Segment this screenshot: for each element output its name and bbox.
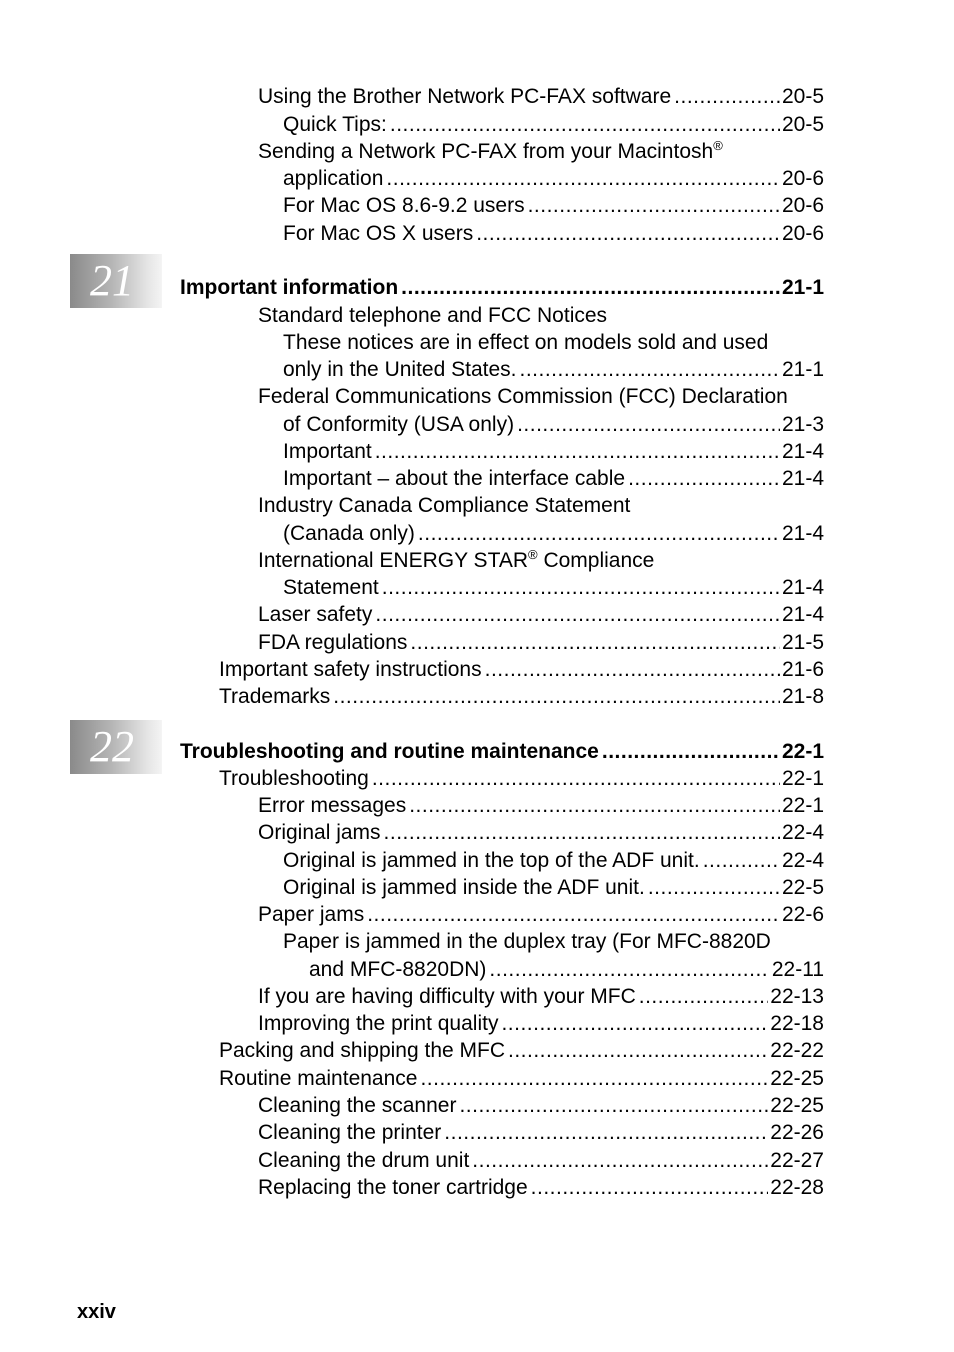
toc-entry[interactable] (258, 302, 824, 329)
toc-entry-label: Original is jammed inside the ADF unit. (283, 876, 645, 899)
leader-dots (602, 738, 780, 765)
toc-entry-label: Troubleshooting and routine maintenance (180, 740, 599, 763)
toc-entry-page: 22-25 (770, 1067, 824, 1090)
toc-entry-page: 22-28 (770, 1176, 824, 1199)
toc-entry[interactable] (219, 765, 824, 792)
toc-entry[interactable] (283, 411, 824, 438)
leader-dots (501, 1010, 768, 1037)
toc-entry-label: Error messages (258, 794, 407, 817)
toc-entry[interactable] (258, 1174, 824, 1201)
toc-entry[interactable] (283, 192, 824, 219)
toc-entry[interactable] (283, 574, 824, 601)
toc-entry[interactable] (283, 874, 824, 901)
toc-chapter-entry[interactable] (180, 738, 824, 765)
toc-entry[interactable] (258, 1010, 824, 1037)
leader-dots (375, 438, 780, 465)
toc-entry[interactable] (258, 1119, 824, 1146)
toc-entry-page: 21-3 (781, 413, 824, 436)
leader-dots (390, 111, 780, 138)
leader-dots (648, 874, 780, 901)
toc-entry-label: Important safety instructions (219, 658, 482, 681)
toc-entry[interactable] (283, 329, 824, 356)
toc-entry[interactable] (283, 465, 824, 492)
leader-dots (375, 601, 780, 628)
toc-entry-page: 21-4 (781, 440, 824, 463)
toc-entry-label: (Canada only) (283, 522, 415, 545)
chapter-number: 21 (90, 256, 134, 305)
leader-dots (639, 983, 769, 1010)
toc-entry-page: 20-5 (781, 113, 824, 136)
leader-dots (528, 192, 780, 219)
toc-entry-page: 22-27 (770, 1149, 824, 1172)
toc-entry-page: 22-22 (770, 1039, 824, 1062)
leader-dots (508, 1037, 768, 1064)
toc-entry-page: 22-11 (771, 958, 824, 981)
toc-entry[interactable] (283, 111, 824, 138)
leader-dots (459, 1092, 768, 1119)
leader-dots (420, 1065, 768, 1092)
leader-dots (401, 274, 780, 301)
toc-entry-label: Standard telephone and FCC Notices (258, 304, 608, 327)
toc-entry-page: 21-8 (781, 685, 824, 708)
toc-entry-label: International ENERGY STAR® Compliance (258, 547, 655, 572)
toc-entry-page: 20-6 (781, 194, 824, 217)
toc-entry[interactable] (219, 683, 824, 710)
toc-entry-page: 22-1 (781, 740, 824, 763)
leader-dots (444, 1119, 768, 1146)
toc-entry-page: 20-6 (781, 167, 824, 190)
toc-entry-label: Industry Canada Compliance Statement (258, 494, 631, 517)
toc-entry[interactable] (258, 983, 824, 1010)
toc-entry-page: 21-1 (781, 276, 824, 299)
toc-entry-label: only in the United States. (283, 358, 517, 381)
toc-entry[interactable] (283, 928, 824, 955)
chapter-tab-21 (70, 254, 162, 308)
toc-entry-label: Original is jammed in the top of the ADF unit. (283, 849, 700, 872)
toc-entry-label: Replacing the toner cartridge (258, 1176, 528, 1199)
toc-chapter-entry[interactable] (180, 274, 824, 301)
leader-dots (531, 1174, 769, 1201)
toc-entry[interactable] (283, 165, 824, 192)
toc-entry-label: Paper is jammed in the duplex tray (For MFC-8820D (283, 930, 771, 953)
toc-entry[interactable] (258, 601, 824, 628)
toc-entry-label: Statement (283, 576, 379, 599)
leader-dots (628, 465, 780, 492)
toc-entry-label: Paper jams (258, 903, 365, 926)
toc-entry[interactable] (258, 792, 824, 819)
leader-dots (410, 629, 780, 656)
toc-entry-page: 22-5 (781, 876, 824, 899)
toc-entry-label: and MFC-8820DN) (309, 958, 487, 981)
toc-entry-label: of Conformity (USA only) (283, 413, 515, 436)
toc-entry-page: 22-18 (770, 1012, 824, 1035)
toc-entry-label: Important (283, 440, 372, 463)
toc-entry-label: Cleaning the scanner (258, 1094, 457, 1117)
toc-entry[interactable] (258, 629, 824, 656)
toc-entry-page: 22-4 (781, 821, 824, 844)
toc-entry-label: For Mac OS 8.6-9.2 users (283, 194, 525, 217)
toc-entry-label: Troubleshooting (219, 767, 369, 790)
toc-entry-page: 22-1 (781, 794, 824, 817)
toc-entry-label: Federal Communications Commission (FCC) Declaration (258, 385, 788, 408)
toc-entry-page: 21-1 (781, 358, 824, 381)
toc-entry-label: If you are having difficulty with your MFC (258, 985, 636, 1008)
leader-dots (485, 656, 780, 683)
toc-entry-label: Important information (180, 276, 399, 299)
toc-entry-label: Trademarks (219, 685, 331, 708)
toc-entry-page: 21-5 (781, 631, 824, 654)
toc-entry[interactable] (258, 83, 824, 110)
toc-entry[interactable] (219, 1065, 824, 1092)
leader-dots (333, 683, 780, 710)
leader-dots (418, 520, 780, 547)
toc-entry-label: These notices are in effect on models sold and used (283, 331, 769, 354)
toc-entry[interactable] (309, 956, 824, 983)
toc-entry[interactable] (258, 138, 824, 165)
leader-dots (367, 901, 780, 928)
registered-mark: ® (713, 138, 723, 153)
leader-dots (476, 220, 780, 247)
page-number: xxiv (77, 1301, 116, 1323)
toc-entry[interactable] (258, 547, 824, 574)
toc-entry-page: 21-4 (781, 522, 824, 545)
leader-dots (384, 819, 780, 846)
toc-entry-label: application (283, 167, 384, 190)
toc-entry-label: Using the Brother Network PC-FAX software (258, 85, 672, 108)
toc-entry-label: Cleaning the printer (258, 1121, 442, 1144)
registered-mark: ® (528, 547, 538, 562)
toc-entry-label: Improving the print quality (258, 1012, 499, 1035)
leader-dots (674, 83, 780, 110)
toc-entry-page: 22-4 (781, 849, 824, 872)
chapter-tab-22 (70, 720, 162, 774)
toc-entry[interactable] (283, 438, 824, 465)
toc-entry-label: Packing and shipping the MFC (219, 1039, 505, 1062)
toc-entry-label: Sending a Network PC-FAX from your Macintosh® (258, 138, 723, 163)
toc-entry-page: 20-5 (781, 85, 824, 108)
toc-entry-page: 20-6 (781, 222, 824, 245)
toc-entry-page: 21-4 (781, 603, 824, 626)
toc-entry-page: 21-6 (781, 658, 824, 681)
toc-entry-label: For Mac OS X users (283, 222, 474, 245)
toc-entry-label: FDA regulations (258, 631, 408, 654)
leader-dots (489, 956, 769, 983)
toc-entry[interactable] (219, 1037, 824, 1064)
leader-dots (386, 165, 780, 192)
toc-entry[interactable] (283, 220, 824, 247)
toc-entry-page: 21-4 (781, 467, 824, 490)
toc-entry-page: 22-13 (770, 985, 824, 1008)
leader-dots (517, 411, 780, 438)
leader-dots (372, 765, 780, 792)
toc-entry-label: Original jams (258, 821, 381, 844)
toc-entry[interactable] (258, 819, 824, 846)
toc-entry-page: 22-6 (781, 903, 824, 926)
toc-entry-label: Important – about the interface cable (283, 467, 626, 490)
leader-dots (472, 1147, 768, 1174)
leader-dots (409, 792, 780, 819)
toc-entry-label: Cleaning the drum unit (258, 1149, 470, 1172)
toc-entry-page: 22-25 (770, 1094, 824, 1117)
toc-entry[interactable] (283, 520, 824, 547)
leader-dots (703, 847, 780, 874)
toc-entry[interactable] (258, 901, 824, 928)
toc-entry-label: Laser safety (258, 603, 373, 626)
toc-entry-page: 22-26 (770, 1121, 824, 1144)
toc-entry[interactable] (219, 656, 824, 683)
toc-entry-page: 22-1 (781, 767, 824, 790)
toc-entry[interactable] (283, 356, 824, 383)
toc-entry[interactable] (283, 847, 824, 874)
toc-entry[interactable] (258, 1092, 824, 1119)
toc-entry[interactable] (258, 383, 824, 410)
toc-entry[interactable] (258, 492, 824, 519)
toc-entry-page: 21-4 (781, 576, 824, 599)
chapter-number: 22 (90, 722, 134, 771)
toc-entry-label: Routine maintenance (219, 1067, 418, 1090)
leader-dots (519, 356, 779, 383)
leader-dots (382, 574, 780, 601)
toc-entry[interactable] (258, 1147, 824, 1174)
toc-entry-label: Quick Tips: (283, 113, 387, 136)
